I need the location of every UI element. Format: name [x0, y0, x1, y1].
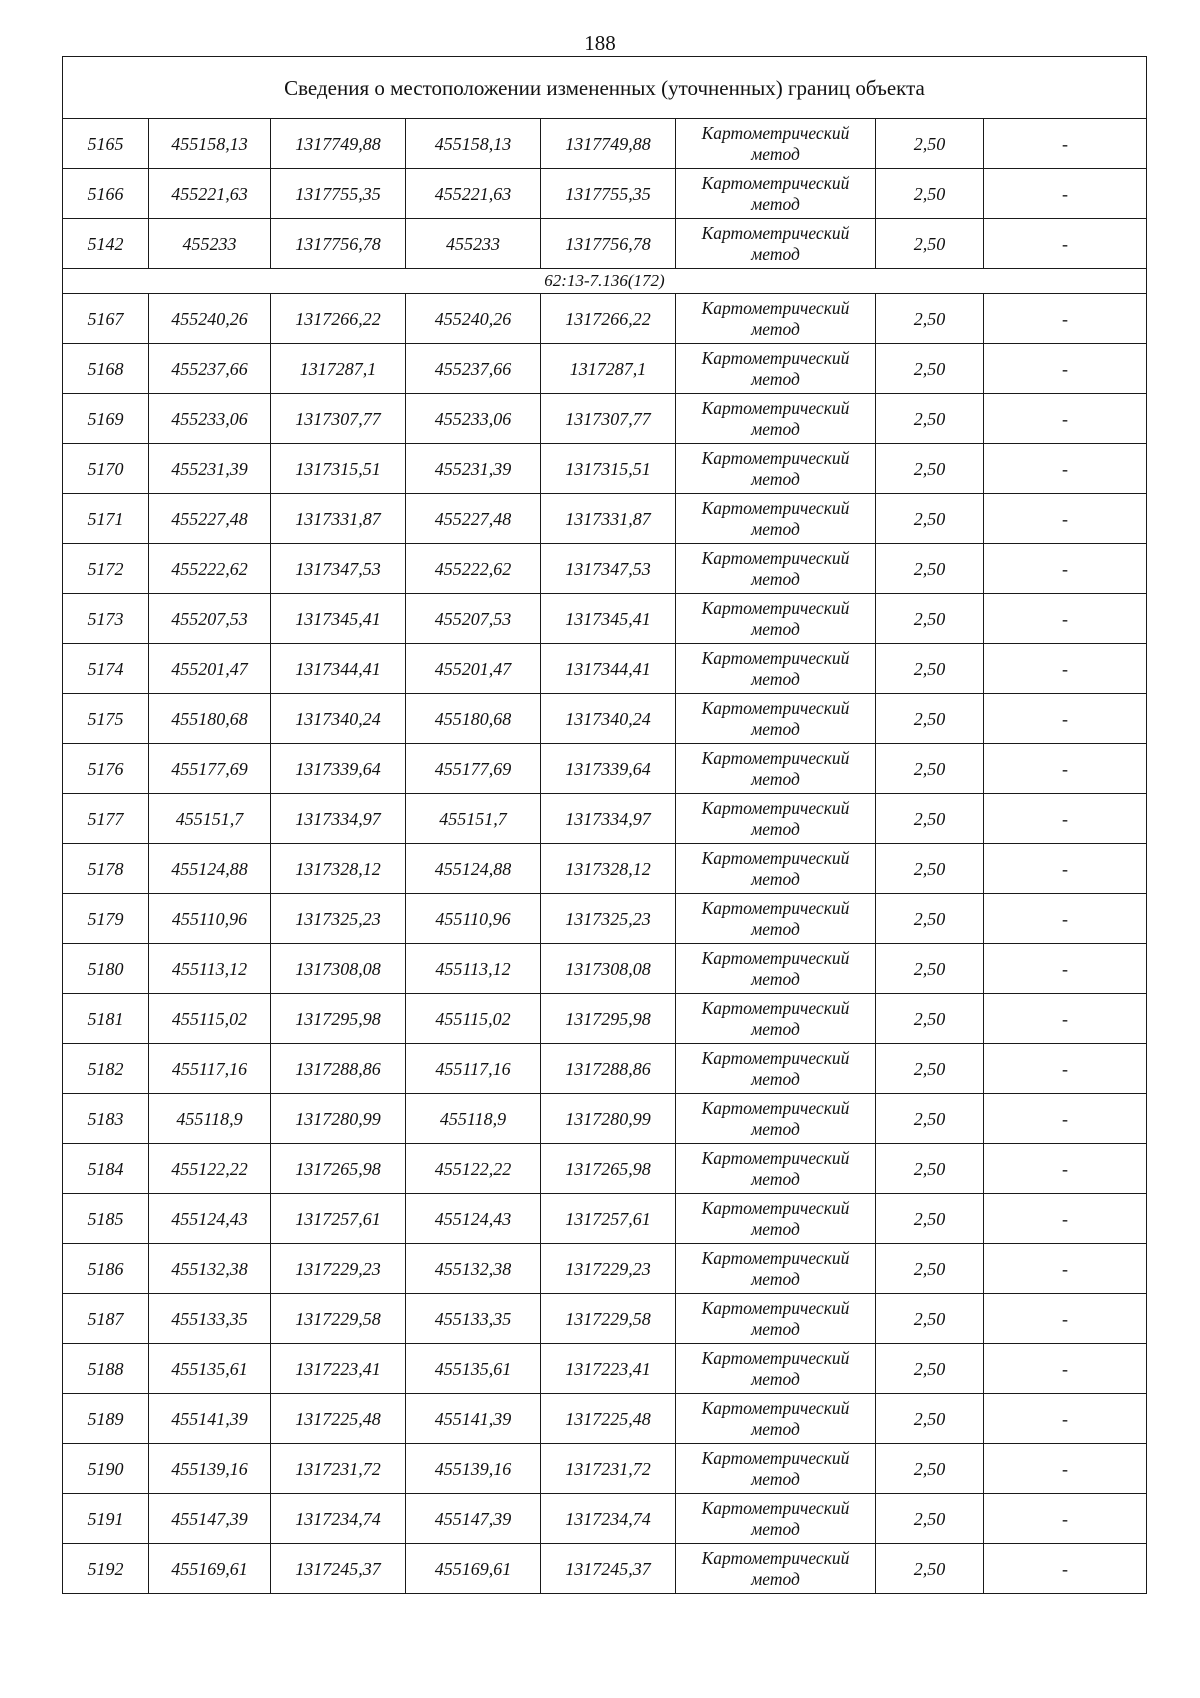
- y-coordinate-cell: 1317288,86: [271, 1044, 406, 1094]
- method-cell: Картометрический метод: [676, 119, 876, 169]
- y-coordinate-cell: 1317328,12: [541, 844, 676, 894]
- table-row: [63, 544, 1147, 594]
- description-cell: -: [984, 1394, 1147, 1444]
- table-body: [63, 57, 1147, 1594]
- table-row: [63, 294, 1147, 344]
- point-number-cell: 5185: [63, 1194, 149, 1244]
- description-cell: -: [984, 1344, 1147, 1394]
- y-coordinate-cell: 1317339,64: [271, 744, 406, 794]
- y-coordinate-cell: 1317295,98: [271, 994, 406, 1044]
- table-row: [63, 394, 1147, 444]
- table-row: [63, 1144, 1147, 1194]
- accuracy-cell: 2,50: [876, 494, 984, 544]
- x-coordinate-cell: 455237,66: [406, 344, 541, 394]
- x-coordinate-cell: 455207,53: [406, 594, 541, 644]
- y-coordinate-cell: 1317344,41: [271, 644, 406, 694]
- y-coordinate-cell: 1317225,48: [541, 1394, 676, 1444]
- point-number-cell: 5178: [63, 844, 149, 894]
- point-number-cell: 5179: [63, 894, 149, 944]
- y-coordinate-cell: 1317315,51: [541, 444, 676, 494]
- x-coordinate-cell: 455233,06: [406, 394, 541, 444]
- y-coordinate-cell: 1317331,87: [271, 494, 406, 544]
- point-number-cell: 5175: [63, 694, 149, 744]
- x-coordinate-cell: 455135,61: [149, 1344, 271, 1394]
- description-cell: -: [984, 219, 1147, 269]
- table-row: [63, 444, 1147, 494]
- method-cell: Картометрический метод: [676, 1494, 876, 1544]
- method-cell: Картометрический метод: [676, 994, 876, 1044]
- description-cell: -: [984, 1444, 1147, 1494]
- y-coordinate-cell: 1317308,08: [271, 944, 406, 994]
- x-coordinate-cell: 455227,48: [406, 494, 541, 544]
- y-coordinate-cell: 1317223,41: [541, 1344, 676, 1394]
- y-coordinate-cell: 1317234,74: [271, 1494, 406, 1544]
- description-cell: -: [984, 294, 1147, 344]
- x-coordinate-cell: 455147,39: [406, 1494, 541, 1544]
- y-coordinate-cell: 1317328,12: [271, 844, 406, 894]
- accuracy-cell: 2,50: [876, 1044, 984, 1094]
- method-cell: Картометрический метод: [676, 394, 876, 444]
- method-cell: Картометрический метод: [676, 694, 876, 744]
- method-cell: Картометрический метод: [676, 844, 876, 894]
- table-row: [63, 1544, 1147, 1594]
- accuracy-cell: 2,50: [876, 844, 984, 894]
- table-row: [63, 944, 1147, 994]
- table-row: [63, 1394, 1147, 1444]
- x-coordinate-cell: 455141,39: [149, 1394, 271, 1444]
- description-cell: -: [984, 594, 1147, 644]
- x-coordinate-cell: 455180,68: [149, 694, 271, 744]
- description-cell: -: [984, 694, 1147, 744]
- y-coordinate-cell: 1317344,41: [541, 644, 676, 694]
- description-cell: -: [984, 944, 1147, 994]
- y-coordinate-cell: 1317345,41: [271, 594, 406, 644]
- table-row: [63, 1344, 1147, 1394]
- x-coordinate-cell: 455237,66: [149, 344, 271, 394]
- accuracy-cell: 2,50: [876, 744, 984, 794]
- section-header-row: [63, 269, 1147, 294]
- y-coordinate-cell: 1317229,58: [271, 1294, 406, 1344]
- method-cell: Картометрический метод: [676, 1344, 876, 1394]
- method-cell: Картометрический метод: [676, 1044, 876, 1094]
- y-coordinate-cell: 1317231,72: [271, 1444, 406, 1494]
- y-coordinate-cell: 1317315,51: [271, 444, 406, 494]
- x-coordinate-cell: 455122,22: [149, 1144, 271, 1194]
- point-number-cell: 5192: [63, 1544, 149, 1594]
- point-number-cell: 5189: [63, 1394, 149, 1444]
- x-coordinate-cell: 455115,02: [406, 994, 541, 1044]
- x-coordinate-cell: 455135,61: [406, 1344, 541, 1394]
- y-coordinate-cell: 1317331,87: [541, 494, 676, 544]
- table-row: [63, 794, 1147, 844]
- description-cell: -: [984, 1544, 1147, 1594]
- x-coordinate-cell: 455233: [149, 219, 271, 269]
- x-coordinate-cell: 455132,38: [406, 1244, 541, 1294]
- accuracy-cell: 2,50: [876, 1194, 984, 1244]
- table-row: [63, 344, 1147, 394]
- x-coordinate-cell: 455151,7: [406, 794, 541, 844]
- description-cell: -: [984, 1244, 1147, 1294]
- accuracy-cell: 2,50: [876, 344, 984, 394]
- y-coordinate-cell: 1317245,37: [271, 1544, 406, 1594]
- description-cell: -: [984, 1494, 1147, 1544]
- method-cell: Картометрический метод: [676, 1094, 876, 1144]
- x-coordinate-cell: 455118,9: [149, 1094, 271, 1144]
- point-number-cell: 5168: [63, 344, 149, 394]
- y-coordinate-cell: 1317287,1: [271, 344, 406, 394]
- accuracy-cell: 2,50: [876, 1294, 984, 1344]
- x-coordinate-cell: 455132,38: [149, 1244, 271, 1294]
- point-number-cell: 5170: [63, 444, 149, 494]
- point-number-cell: 5173: [63, 594, 149, 644]
- point-number-cell: 5191: [63, 1494, 149, 1544]
- table-row: [63, 169, 1147, 219]
- x-coordinate-cell: 455158,13: [149, 119, 271, 169]
- accuracy-cell: 2,50: [876, 944, 984, 994]
- x-coordinate-cell: 455124,43: [406, 1194, 541, 1244]
- accuracy-cell: 2,50: [876, 594, 984, 644]
- x-coordinate-cell: 455180,68: [406, 694, 541, 744]
- x-coordinate-cell: 455115,02: [149, 994, 271, 1044]
- description-cell: -: [984, 119, 1147, 169]
- page-number: 188: [584, 31, 616, 55]
- x-coordinate-cell: 455233: [406, 219, 541, 269]
- x-coordinate-cell: 455240,26: [406, 294, 541, 344]
- x-coordinate-cell: 455169,61: [149, 1544, 271, 1594]
- method-cell: Картометрический метод: [676, 344, 876, 394]
- x-coordinate-cell: 455147,39: [149, 1494, 271, 1544]
- y-coordinate-cell: 1317325,23: [271, 894, 406, 944]
- description-cell: -: [984, 1294, 1147, 1344]
- table-row: [63, 594, 1147, 644]
- point-number-cell: 5182: [63, 1044, 149, 1094]
- y-coordinate-cell: 1317347,53: [541, 544, 676, 594]
- x-coordinate-cell: 455233,06: [149, 394, 271, 444]
- description-cell: -: [984, 1044, 1147, 1094]
- description-cell: -: [984, 894, 1147, 944]
- accuracy-cell: 2,50: [876, 1544, 984, 1594]
- y-coordinate-cell: 1317756,78: [541, 219, 676, 269]
- y-coordinate-cell: 1317295,98: [541, 994, 676, 1044]
- y-coordinate-cell: 1317257,61: [271, 1194, 406, 1244]
- method-cell: Картометрический метод: [676, 794, 876, 844]
- x-coordinate-cell: 455231,39: [149, 444, 271, 494]
- point-number-cell: 5184: [63, 1144, 149, 1194]
- description-cell: -: [984, 444, 1147, 494]
- description-cell: -: [984, 1094, 1147, 1144]
- y-coordinate-cell: 1317229,23: [271, 1244, 406, 1294]
- description-cell: -: [984, 744, 1147, 794]
- x-coordinate-cell: 455177,69: [149, 744, 271, 794]
- x-coordinate-cell: 455169,61: [406, 1544, 541, 1594]
- x-coordinate-cell: 455124,43: [149, 1194, 271, 1244]
- y-coordinate-cell: 1317287,1: [541, 344, 676, 394]
- table-title: Сведения о местоположении измененных (уточненных) границ объекта: [63, 57, 1147, 119]
- point-number-cell: 5142: [63, 219, 149, 269]
- y-coordinate-cell: 1317234,74: [541, 1494, 676, 1544]
- x-coordinate-cell: 455222,62: [406, 544, 541, 594]
- point-number-cell: 5190: [63, 1444, 149, 1494]
- y-coordinate-cell: 1317229,58: [541, 1294, 676, 1344]
- accuracy-cell: 2,50: [876, 1344, 984, 1394]
- section-label: 62:13-7.136(172): [63, 269, 1147, 294]
- x-coordinate-cell: 455110,96: [406, 894, 541, 944]
- table-row: [63, 1044, 1147, 1094]
- x-coordinate-cell: 455141,39: [406, 1394, 541, 1444]
- x-coordinate-cell: 455113,12: [149, 944, 271, 994]
- point-number-cell: 5167: [63, 294, 149, 344]
- x-coordinate-cell: 455221,63: [406, 169, 541, 219]
- x-coordinate-cell: 455158,13: [406, 119, 541, 169]
- accuracy-cell: 2,50: [876, 219, 984, 269]
- x-coordinate-cell: 455177,69: [406, 744, 541, 794]
- y-coordinate-cell: 1317265,98: [541, 1144, 676, 1194]
- description-cell: -: [984, 1194, 1147, 1244]
- point-number-cell: 5171: [63, 494, 149, 544]
- method-cell: Картометрический метод: [676, 494, 876, 544]
- table-row: [63, 494, 1147, 544]
- description-cell: -: [984, 494, 1147, 544]
- x-coordinate-cell: 455122,22: [406, 1144, 541, 1194]
- y-coordinate-cell: 1317345,41: [541, 594, 676, 644]
- accuracy-cell: 2,50: [876, 644, 984, 694]
- x-coordinate-cell: 455118,9: [406, 1094, 541, 1144]
- y-coordinate-cell: 1317225,48: [271, 1394, 406, 1444]
- y-coordinate-cell: 1317756,78: [271, 219, 406, 269]
- table-title-row: [63, 57, 1147, 119]
- x-coordinate-cell: 455133,35: [149, 1294, 271, 1344]
- y-coordinate-cell: 1317755,35: [271, 169, 406, 219]
- method-cell: Картометрический метод: [676, 1544, 876, 1594]
- y-coordinate-cell: 1317229,23: [541, 1244, 676, 1294]
- x-coordinate-cell: 455117,16: [406, 1044, 541, 1094]
- x-coordinate-cell: 455227,48: [149, 494, 271, 544]
- x-coordinate-cell: 455151,7: [149, 794, 271, 844]
- method-cell: Картометрический метод: [676, 444, 876, 494]
- accuracy-cell: 2,50: [876, 1444, 984, 1494]
- table-row: [63, 1244, 1147, 1294]
- x-coordinate-cell: 455117,16: [149, 1044, 271, 1094]
- table-row: [63, 694, 1147, 744]
- point-number-cell: 5176: [63, 744, 149, 794]
- accuracy-cell: 2,50: [876, 1394, 984, 1444]
- y-coordinate-cell: 1317257,61: [541, 1194, 676, 1244]
- point-number-cell: 5180: [63, 944, 149, 994]
- point-number-cell: 5187: [63, 1294, 149, 1344]
- description-cell: -: [984, 544, 1147, 594]
- point-number-cell: 5174: [63, 644, 149, 694]
- method-cell: Картометрический метод: [676, 1144, 876, 1194]
- description-cell: -: [984, 994, 1147, 1044]
- table-row: [63, 1494, 1147, 1544]
- x-coordinate-cell: 455201,47: [406, 644, 541, 694]
- y-coordinate-cell: 1317266,22: [541, 294, 676, 344]
- x-coordinate-cell: 455240,26: [149, 294, 271, 344]
- point-number-cell: 5186: [63, 1244, 149, 1294]
- description-cell: -: [984, 394, 1147, 444]
- method-cell: Картометрический метод: [676, 169, 876, 219]
- accuracy-cell: 2,50: [876, 544, 984, 594]
- table-row: [63, 1294, 1147, 1344]
- point-number-cell: 5166: [63, 169, 149, 219]
- method-cell: Картометрический метод: [676, 219, 876, 269]
- y-coordinate-cell: 1317307,77: [541, 394, 676, 444]
- accuracy-cell: 2,50: [876, 1494, 984, 1544]
- accuracy-cell: 2,50: [876, 119, 984, 169]
- accuracy-cell: 2,50: [876, 444, 984, 494]
- x-coordinate-cell: 455139,16: [406, 1444, 541, 1494]
- point-number-cell: 5165: [63, 119, 149, 169]
- table-row: [63, 219, 1147, 269]
- x-coordinate-cell: 455222,62: [149, 544, 271, 594]
- method-cell: Картометрический метод: [676, 894, 876, 944]
- table-row: [63, 844, 1147, 894]
- y-coordinate-cell: 1317334,97: [271, 794, 406, 844]
- x-coordinate-cell: 455133,35: [406, 1294, 541, 1344]
- table-row: [63, 994, 1147, 1044]
- method-cell: Картометрический метод: [676, 744, 876, 794]
- method-cell: Картометрический метод: [676, 544, 876, 594]
- y-coordinate-cell: 1317334,97: [541, 794, 676, 844]
- x-coordinate-cell: 455110,96: [149, 894, 271, 944]
- y-coordinate-cell: 1317340,24: [271, 694, 406, 744]
- accuracy-cell: 2,50: [876, 694, 984, 744]
- x-coordinate-cell: 455231,39: [406, 444, 541, 494]
- description-cell: -: [984, 644, 1147, 694]
- point-number-cell: 5177: [63, 794, 149, 844]
- y-coordinate-cell: 1317288,86: [541, 1044, 676, 1094]
- table-row: [63, 744, 1147, 794]
- accuracy-cell: 2,50: [876, 1244, 984, 1294]
- x-coordinate-cell: 455201,47: [149, 644, 271, 694]
- method-cell: Картометрический метод: [676, 944, 876, 994]
- description-cell: -: [984, 344, 1147, 394]
- y-coordinate-cell: 1317280,99: [271, 1094, 406, 1144]
- boundary-coordinates-table: [62, 56, 1147, 1594]
- method-cell: Картометрический метод: [676, 1294, 876, 1344]
- y-coordinate-cell: 1317308,08: [541, 944, 676, 994]
- accuracy-cell: 2,50: [876, 394, 984, 444]
- x-coordinate-cell: 455207,53: [149, 594, 271, 644]
- description-cell: -: [984, 794, 1147, 844]
- y-coordinate-cell: 1317340,24: [541, 694, 676, 744]
- table-row: [63, 644, 1147, 694]
- accuracy-cell: 2,50: [876, 994, 984, 1044]
- description-cell: -: [984, 844, 1147, 894]
- method-cell: Картометрический метод: [676, 1244, 876, 1294]
- accuracy-cell: 2,50: [876, 1144, 984, 1194]
- x-coordinate-cell: 455139,16: [149, 1444, 271, 1494]
- y-coordinate-cell: 1317339,64: [541, 744, 676, 794]
- y-coordinate-cell: 1317266,22: [271, 294, 406, 344]
- method-cell: Картометрический метод: [676, 594, 876, 644]
- accuracy-cell: 2,50: [876, 294, 984, 344]
- accuracy-cell: 2,50: [876, 169, 984, 219]
- point-number-cell: 5183: [63, 1094, 149, 1144]
- y-coordinate-cell: 1317280,99: [541, 1094, 676, 1144]
- x-coordinate-cell: 455113,12: [406, 944, 541, 994]
- point-number-cell: 5169: [63, 394, 149, 444]
- x-coordinate-cell: 455124,88: [149, 844, 271, 894]
- description-cell: -: [984, 1144, 1147, 1194]
- y-coordinate-cell: 1317755,35: [541, 169, 676, 219]
- accuracy-cell: 2,50: [876, 1094, 984, 1144]
- y-coordinate-cell: 1317307,77: [271, 394, 406, 444]
- point-number-cell: 5172: [63, 544, 149, 594]
- description-cell: -: [984, 169, 1147, 219]
- y-coordinate-cell: 1317749,88: [541, 119, 676, 169]
- table-row: [63, 894, 1147, 944]
- point-number-cell: 5181: [63, 994, 149, 1044]
- table-row: [63, 1094, 1147, 1144]
- y-coordinate-cell: 1317347,53: [271, 544, 406, 594]
- table-row: [63, 119, 1147, 169]
- y-coordinate-cell: 1317265,98: [271, 1144, 406, 1194]
- y-coordinate-cell: 1317231,72: [541, 1444, 676, 1494]
- method-cell: Картометрический метод: [676, 294, 876, 344]
- y-coordinate-cell: 1317325,23: [541, 894, 676, 944]
- accuracy-cell: 2,50: [876, 794, 984, 844]
- table-row: [63, 1444, 1147, 1494]
- y-coordinate-cell: 1317245,37: [541, 1544, 676, 1594]
- x-coordinate-cell: 455221,63: [149, 169, 271, 219]
- y-coordinate-cell: 1317223,41: [271, 1344, 406, 1394]
- point-number-cell: 5188: [63, 1344, 149, 1394]
- accuracy-cell: 2,50: [876, 894, 984, 944]
- y-coordinate-cell: 1317749,88: [271, 119, 406, 169]
- method-cell: Картометрический метод: [676, 1394, 876, 1444]
- method-cell: Картометрический метод: [676, 1194, 876, 1244]
- method-cell: Картометрический метод: [676, 644, 876, 694]
- x-coordinate-cell: 455124,88: [406, 844, 541, 894]
- method-cell: Картометрический метод: [676, 1444, 876, 1494]
- table-row: [63, 1194, 1147, 1244]
